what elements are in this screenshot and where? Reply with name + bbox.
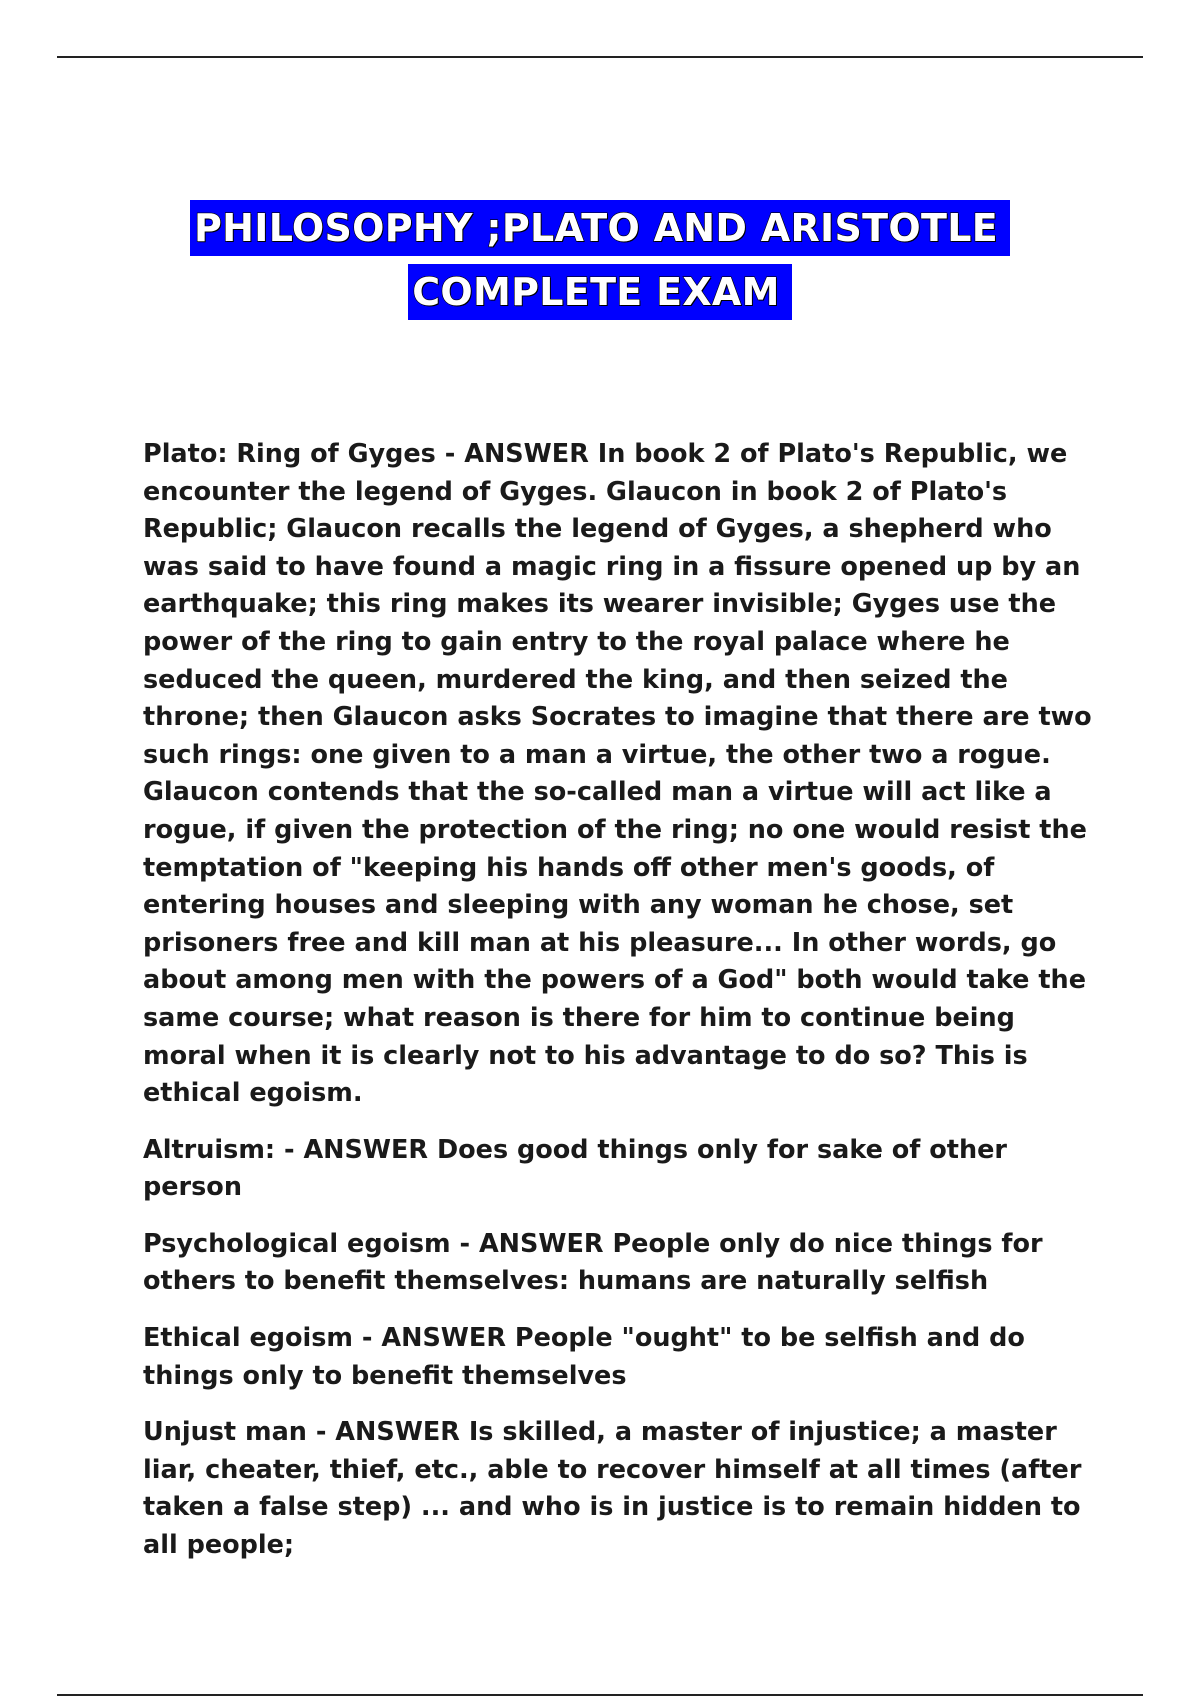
qa-term: Ethical egoism [143,1323,354,1354]
qa-answer: People only do nice things for others to benefit themselves: humans are naturally selfish [143,1228,1043,1297]
qa-answer: In book 2 of Plato's Republic, we encounter the legend of Gyges. Glaucon in book 2 of Plato's Republic; Glaucon recalls the legend of Gyges, a shepherd who was said to have found a magic ring in a fissure opened up by an earthquake; this ring makes its wearer invisible; Gyges use the power of the ring to gain entry to the royal palace where he seduced the queen, murdered the king, and then seized the throne; then Glaucon asks Socrates to imagine that there are two such rings: one given to a man a virtue, the other two a rogue. Glaucon contends that the so-called man a virtue will act like a rogue, if given the protection of the ring; no one would resist the temptation of "keeping his hands off other men's goods, of entering houses and sleeping with any woman he chose, set prisoners free and kill man at his pleasure... In other words, go about among men with the powers of a God" both would take the same course; what reason is there for him to continue being moral when it is clearly not to his advantage to do so? This is ethical egoism. [143,439,1092,1109]
qa-entry [143,436,1093,1113]
qa-term: Unjust man [143,1417,307,1448]
title-line-1: PHILOSOPHY ;PLATO AND ARISTOTLE [190,200,1010,256]
qa-term: Psychological egoism [143,1228,451,1259]
qa-answer: People "ought" to be selfish and do things only to benefit themselves [143,1323,1025,1391]
qa-entry [143,1132,1093,1207]
qa-term: Plato: Ring of Gyges [143,439,436,469]
qa-answer-label: - ANSWER [283,1134,429,1165]
title-line-2: COMPLETE EXAM [408,264,792,320]
qa-answer-label: - ANSWER [315,1417,460,1448]
bottom-rule [57,1694,1143,1696]
qa-answer: Is skilled, a master of injustice; a master liar, cheater, thief, etc., able to recover himself at all times (after taken a false step) ... and who is in justice is to remain hidden to all people; [143,1417,1082,1561]
top-rule [57,56,1143,58]
document-title [0,200,1200,320]
qa-answer-label: - ANSWER [361,1323,506,1354]
qa-answer-label: - ANSWER [459,1228,604,1259]
qa-entry [143,1226,1093,1301]
qa-answer: Does good things only for sake of other person [143,1134,1008,1203]
qa-entry [143,1414,1093,1564]
qa-list [143,436,1093,1584]
qa-term: Altruism: [143,1134,276,1165]
qa-entry [143,1320,1093,1395]
qa-answer-label: - ANSWER [444,439,589,469]
